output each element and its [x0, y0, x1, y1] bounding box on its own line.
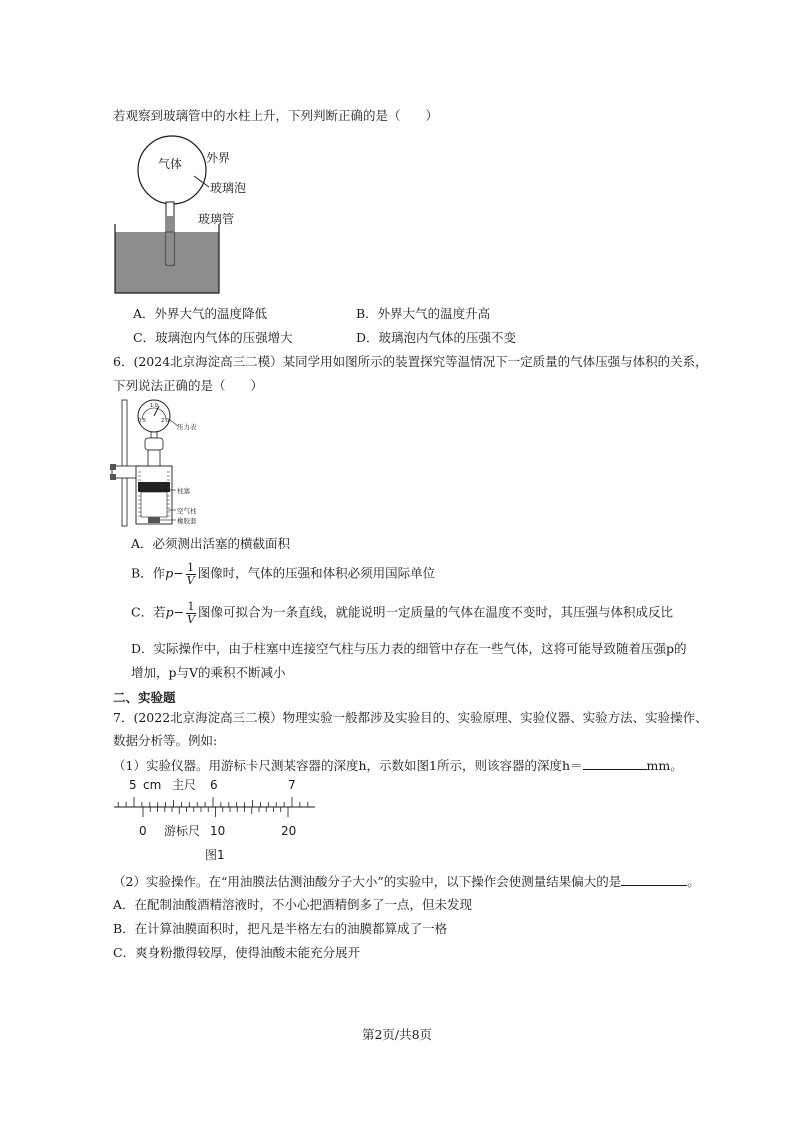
- gauge-scale-mid: 1.0: [150, 403, 158, 409]
- q5-option-c: C．玻璃泡内气体的压强增大: [133, 330, 293, 345]
- q7-option-b: B．在计算油膜面积时，把凡是半格左右的油膜都算成了一格: [113, 921, 448, 936]
- q6-option-d-line1: D．实际操作中，由于柱塞中连接空气柱与压力表的细管中存在一些气体，这将可能导致随着压强p的: [131, 641, 687, 656]
- q5-stem: 若观察到玻璃管中的水柱上升，下列判断正确的是（ ）: [113, 108, 439, 123]
- q6-option-b-minus: −: [173, 565, 184, 581]
- q7-option-c: C．爽身粉撒得较厚，使得油酸未能充分展开: [113, 945, 361, 960]
- q7-part1-unit: mm。: [646, 758, 683, 773]
- q6-stem-line1: 6．(2024北京海淀高三二模）某同学用如图所示的装置探究等温情况下一定质量的气体压强与体积的关系，: [113, 354, 708, 369]
- fraction-numerator: 1: [187, 600, 195, 613]
- gauge-stem: [151, 432, 157, 438]
- q6-option-c: [131, 601, 673, 625]
- air-column-label: 空气柱: [177, 507, 197, 515]
- gas-thermometer-figure: [112, 132, 292, 296]
- water-column: [167, 216, 173, 265]
- q6-option-b-prefix: B．作: [131, 565, 166, 581]
- gauge-scale-low: 0.5: [138, 418, 146, 424]
- outside-label: 外界: [206, 151, 231, 165]
- q7-part2-answer-blank[interactable]: [621, 873, 687, 886]
- main-scale-label-7: 7: [288, 778, 296, 792]
- q6-option-c-prefix: C．若: [131, 604, 166, 620]
- q6-stem-line2: 下列说法正确的是（ ）: [113, 378, 264, 393]
- q7-stem-line2: 数据分析等。例如:: [113, 733, 218, 748]
- q6-option-b-fraction: [186, 562, 196, 586]
- q7-part1-text: （1）实验仪器。用游标卡尺测某容器的深度h，示数如图1所示，则该容器的深度h＝: [113, 758, 583, 773]
- gauge-label: 压力表: [177, 423, 197, 431]
- q6-option-b-text: 图像时，气体的压强和体积必须用国际单位: [197, 565, 436, 581]
- main-scale-label-5: 5: [129, 778, 137, 792]
- q6-option-b: [131, 562, 435, 586]
- tube-label: 玻璃管: [198, 212, 235, 226]
- q7-part2-text: （2）实验操作。在“用油膜法估测油酸分子大小”的实验中，以下操作会使测量结果偏大的是: [113, 874, 622, 889]
- gauge-scale-high: 2.0: [161, 418, 169, 424]
- boyle-apparatus-figure: [108, 398, 218, 530]
- q6-option-b-p: p: [165, 565, 174, 581]
- rubber-cap-label: 橡胶套: [177, 517, 197, 525]
- q5-option-d: D．玻璃泡内气体的压强不变: [356, 330, 517, 345]
- fraction-denominator: V: [186, 573, 195, 587]
- plunger-head: [138, 482, 170, 492]
- vernier-label-0: 0: [139, 824, 147, 838]
- q7-option-a: A．在配制油酸酒精溶液时，不小心把酒精倒多了一点，但未发现: [113, 897, 473, 912]
- rubber-cap: [148, 517, 160, 523]
- q6-option-c-text: 图像可拟合为一条直线，就能说明一定质量的气体在温度不变时，其压强与体积成反比: [198, 604, 674, 620]
- q7-stem-line1: 7．(2022北京海淀高三二模）物理实验一般都涉及实验目的、实验原理、实验仪器、实验方法、实验操作、: [113, 710, 708, 725]
- q7-part1: [113, 757, 683, 773]
- vernier-label-20: 20: [281, 824, 297, 838]
- gas-label: 气体: [158, 157, 183, 171]
- q6-option-c-minus: −: [173, 604, 185, 620]
- q6-option-c-p: p: [165, 604, 174, 620]
- section-title-experiment: 二、实验题: [113, 690, 176, 705]
- q6-option-a: A．必须测出活塞的横截面积: [131, 536, 291, 551]
- page-number: 第2页/共8页: [361, 1027, 433, 1042]
- vernier-scale-name: 游标尺: [164, 824, 201, 838]
- q6-option-c-fraction: [186, 601, 196, 625]
- gauge-connector: [145, 438, 163, 450]
- main-scale-unit: cm: [143, 778, 162, 792]
- q5-option-a: A．外界大气的温度降低: [133, 306, 268, 321]
- bulb-label: 玻璃泡: [210, 181, 247, 195]
- plunger-label: 柱塞: [177, 487, 190, 495]
- q7-part2-end: 。: [687, 874, 700, 889]
- q5-option-b: B．外界大气的温度升高: [356, 306, 491, 321]
- fraction-denominator: V: [187, 612, 196, 626]
- main-scale-name: 主尺: [172, 778, 197, 792]
- vernier-label-10: 10: [210, 824, 226, 838]
- stand-rod: [122, 400, 127, 526]
- q6-option-d-line2: 增加，p与V的乘积不断减小: [131, 665, 286, 680]
- fraction-numerator: 1: [187, 561, 195, 574]
- main-scale-label-6: 6: [210, 778, 218, 792]
- q7-part1-answer-blank[interactable]: [583, 757, 647, 770]
- syringe-barrel: [136, 466, 172, 524]
- vernier-caliper-figure: [112, 774, 332, 864]
- main-scale-ticks: [118, 797, 308, 807]
- q7-part2: [113, 873, 700, 889]
- figure-caption: 图1: [205, 848, 225, 862]
- vernier-ticks: [143, 807, 288, 817]
